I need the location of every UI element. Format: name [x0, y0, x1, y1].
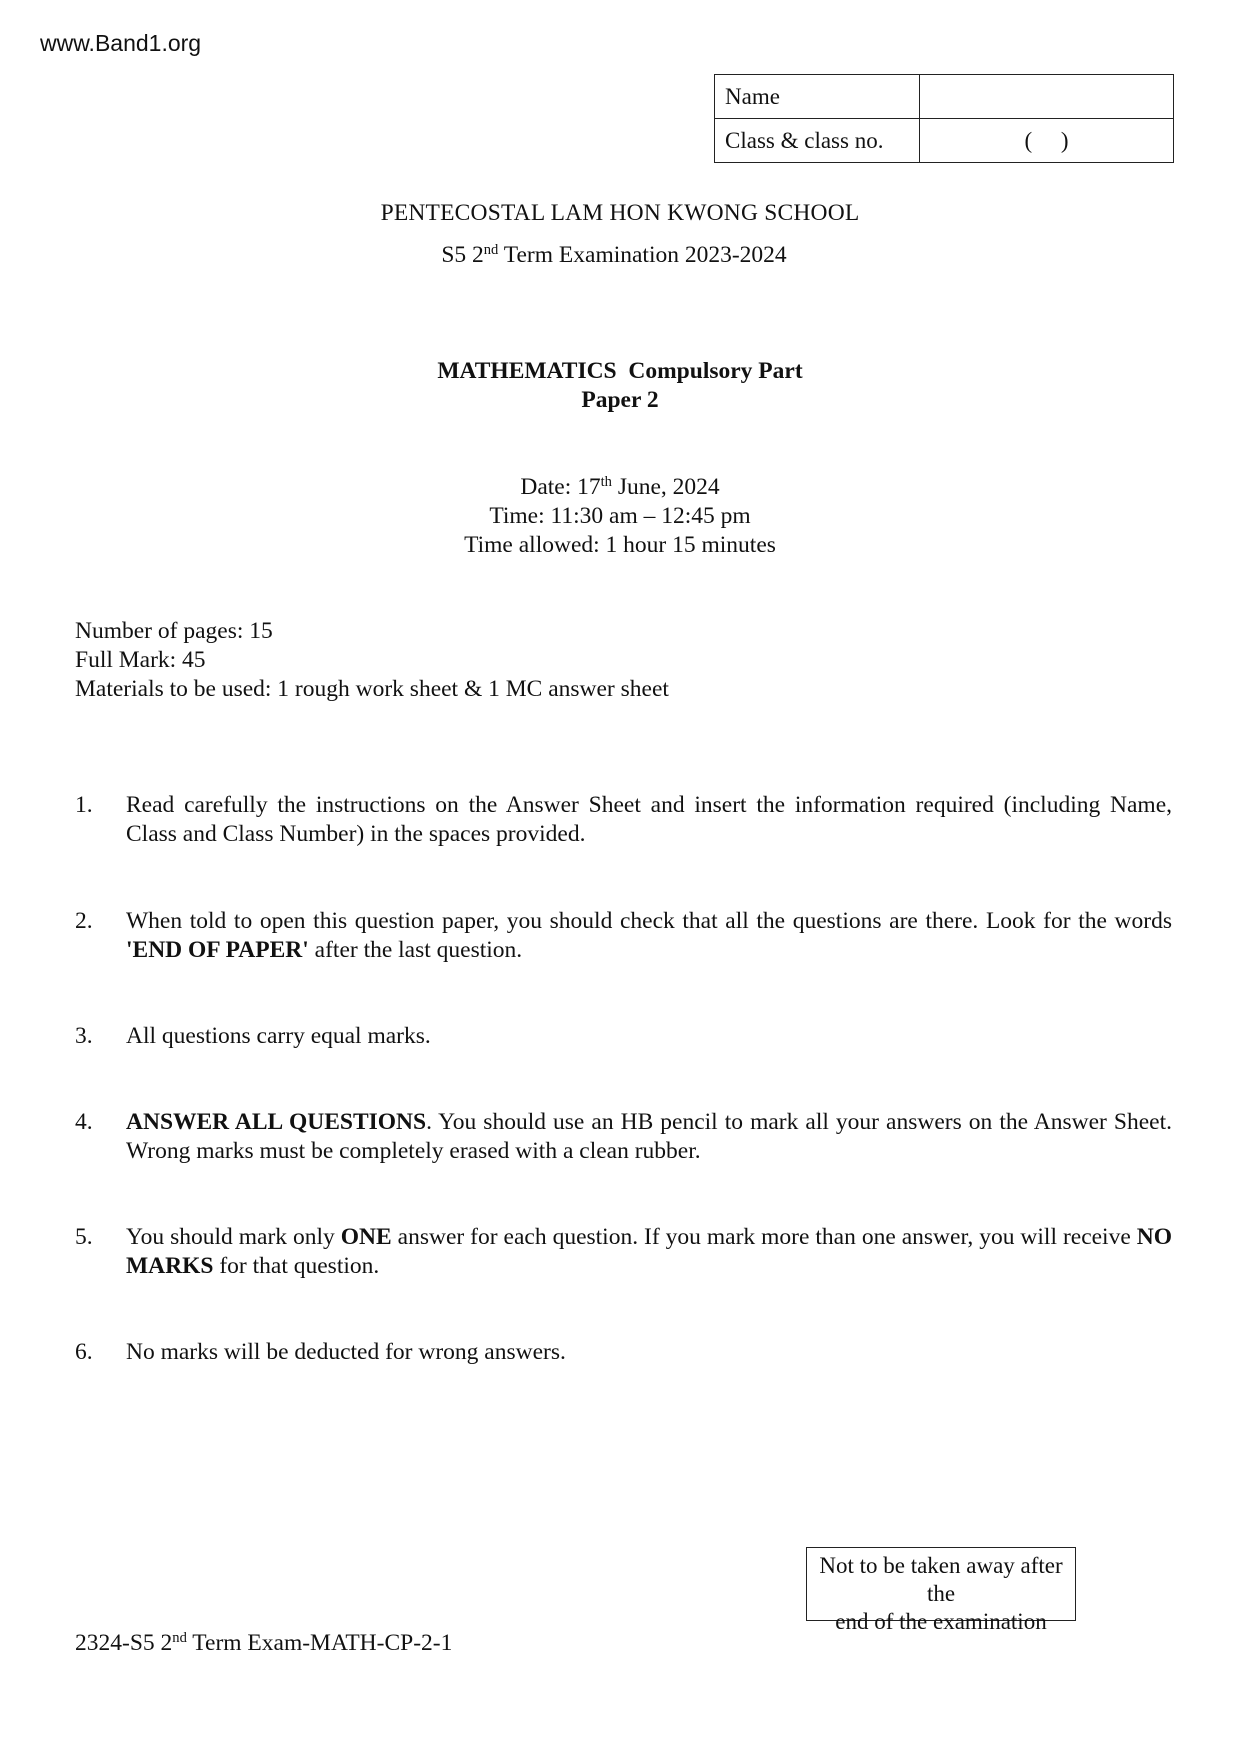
student-info-table — [714, 74, 1174, 163]
instruction-number: 1. — [75, 792, 93, 818]
instruction-emphasis: ONE — [340, 1224, 392, 1250]
instruction-fragment: Read carefully the instructions on the Answer Sheet and insert the information required (including Name, Class and Class Number) in the spaces provided. — [126, 792, 1172, 847]
exam-time: Time: 11:30 am – 12:45 pm — [489, 503, 751, 529]
instruction-fragment: for that question. — [213, 1253, 380, 1279]
date-suffix: June, 2024 — [611, 474, 720, 500]
exam-title — [0, 242, 1234, 269]
instruction-item — [75, 907, 1172, 965]
instruction-text — [126, 907, 1172, 965]
footer-sup: nd — [172, 1630, 187, 1646]
instruction-item — [75, 1108, 1172, 1166]
date-prefix: Date: 17 — [520, 474, 601, 500]
exam-title-suffix: Term Examination 2023-2024 — [498, 242, 787, 268]
instruction-fragment: . You should use an HB pencil to mark all your answers on the Answer Sheet. Wrong marks must be completely erased with a clean rubber. — [126, 1109, 1172, 1164]
exam-date — [0, 474, 1240, 501]
full-mark: Full Mark: 45 — [75, 647, 206, 673]
instruction-emphasis: ANSWER ALL QUESTIONS — [126, 1109, 427, 1135]
instruction-text — [126, 1338, 1172, 1367]
instruction-number: 2. — [75, 908, 93, 934]
instruction-text — [126, 791, 1172, 849]
class-field[interactable]: ( ) — [920, 119, 1174, 163]
footer-code — [75, 1630, 452, 1657]
instruction-fragment: When told to open this question paper, you should check that all the questions are there. Look for the words — [126, 908, 1172, 934]
footer-prefix: 2324-S5 2 — [75, 1630, 173, 1656]
footer-suffix: Term Exam-MATH-CP-2-1 — [186, 1630, 453, 1656]
notice-box — [806, 1547, 1076, 1634]
paper-number: Paper 2 — [581, 387, 659, 413]
instruction-fragment: You should mark only — [126, 1224, 341, 1250]
instruction-fragment: No marks will be deducted for wrong answers. — [126, 1339, 566, 1365]
date-sup: th — [600, 474, 612, 490]
instruction-text — [126, 1022, 1172, 1051]
instruction-emphasis: 'END OF PAPER' — [126, 937, 309, 963]
watermark: www.Band1.org — [40, 30, 202, 56]
class-row — [715, 119, 1174, 163]
name-field[interactable] — [920, 75, 1174, 119]
name-row — [715, 75, 1174, 119]
instruction-number: 5. — [75, 1224, 93, 1250]
instruction-fragment: after the last question. — [308, 937, 523, 963]
notice-line-1: Not to be taken away after the — [819, 1553, 1063, 1606]
instruction-number: 6. — [75, 1339, 93, 1365]
materials: Materials to be used: 1 rough work sheet & 1 MC answer sheet — [75, 676, 669, 702]
instruction-fragment: All questions carry equal marks. — [126, 1023, 431, 1049]
exam-title-sup: nd — [483, 242, 499, 258]
instruction-text — [126, 1108, 1172, 1166]
paper-meta — [75, 617, 669, 704]
class-label: Class & class no. — [715, 119, 920, 163]
school-name: PENTECOSTAL LAM HON KWONG SCHOOL — [380, 200, 860, 226]
instruction-item — [75, 791, 1172, 849]
instruction-item — [75, 1022, 1172, 1051]
instruction-emphasis: NO MARKS — [126, 1224, 1172, 1279]
exam-title-prefix: S5 2 — [441, 242, 484, 268]
number-of-pages: Number of pages: 15 — [75, 618, 273, 644]
instruction-fragment: answer for each question. If you mark more than one answer, you will receive — [391, 1224, 1137, 1250]
instruction-item — [75, 1223, 1172, 1281]
subject-title: MATHEMATICS Compulsory Part — [437, 358, 803, 384]
instruction-number: 4. — [75, 1109, 93, 1135]
notice-line-2: end of the examination — [835, 1609, 1047, 1634]
time-allowed: Time allowed: 1 hour 15 minutes — [464, 532, 776, 558]
instruction-number: 3. — [75, 1023, 93, 1049]
instruction-item — [75, 1338, 1172, 1367]
instruction-text — [126, 1223, 1172, 1281]
name-label: Name — [715, 75, 920, 119]
